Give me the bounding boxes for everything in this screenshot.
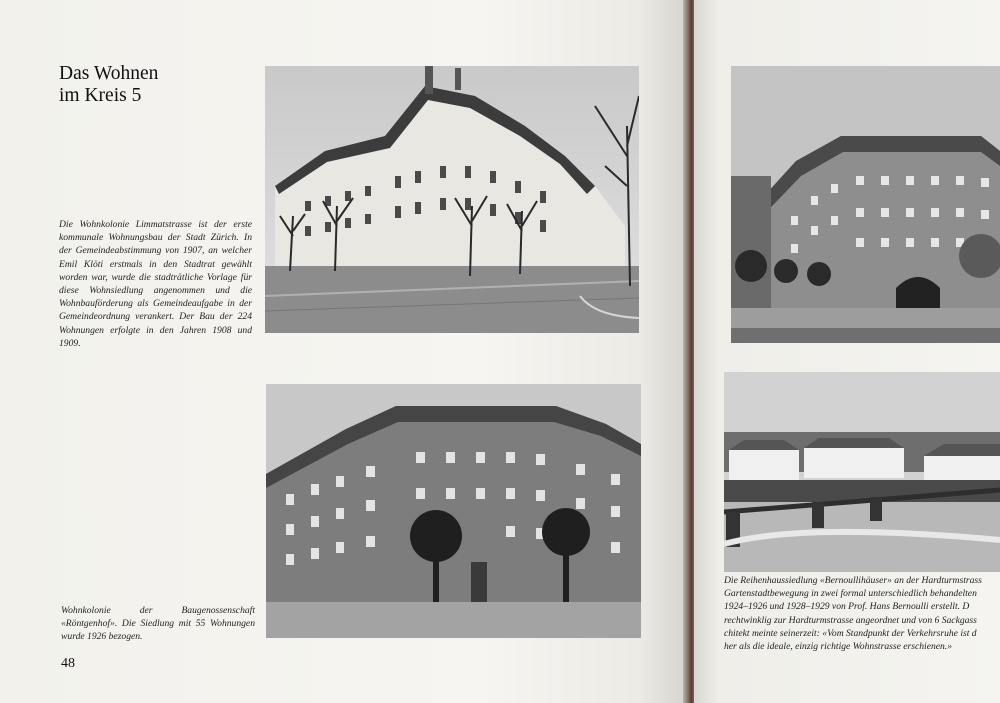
caption-bernoulli: Die Reihenhaussiedlung «Bernoullihäuser» an der Hardturmstrass Gartenstadtbewegung in zwei formal unterschiedlich behandelten 1924–1926 und 1928–1929 von Prof. Hans Bernoulli erstellt. D rechtwinklig zur Hardturmstrasse angeordnet und von 6 Sackgass chitekt meinte seinerzeit: «Vom Standpunkt der Verkehrsruhe ist d her als die ideale, einzig richtige Wohnstrasse erschienen.» bbox=[724, 575, 982, 653]
page-number: 48 bbox=[61, 656, 75, 671]
page-heading bbox=[59, 63, 158, 107]
caption-roentgenhof: Wohnkolonie der Baugenossenschaft «Röntgenhof». Die Siedlung mit 55 Wohnungen wurde 1926 bezogen. bbox=[61, 605, 255, 643]
photo-bernoulli-houses bbox=[724, 372, 1000, 572]
heading-line-2: im Kreis 5 bbox=[59, 85, 142, 106]
photo-roentgenhof bbox=[266, 384, 641, 638]
caption-limmatstrasse: Die Wohnkolonie Limmatstrasse ist der erste kommunale Wohnungsbau der Stadt Zürich. In der Gemeindeabstimmung von 1907, an welcher Emil Klöti erstmals in den Stadtrat gewählt worden war, wurde die stadträtliche Vorlage für diese Wohnsiedlung angenommen und die Wohnbauförderung als Gemeindeaufgabe in der Gemeindeordnung verankert. Der Bau der 224 Wohnungen erfolgte in den Jahren 1908 und 1909. bbox=[59, 219, 252, 349]
heading-line-1: Das Wohnen bbox=[59, 63, 159, 84]
photo-limmatstrasse bbox=[265, 66, 639, 333]
photo-courtyard-building bbox=[731, 66, 1000, 343]
